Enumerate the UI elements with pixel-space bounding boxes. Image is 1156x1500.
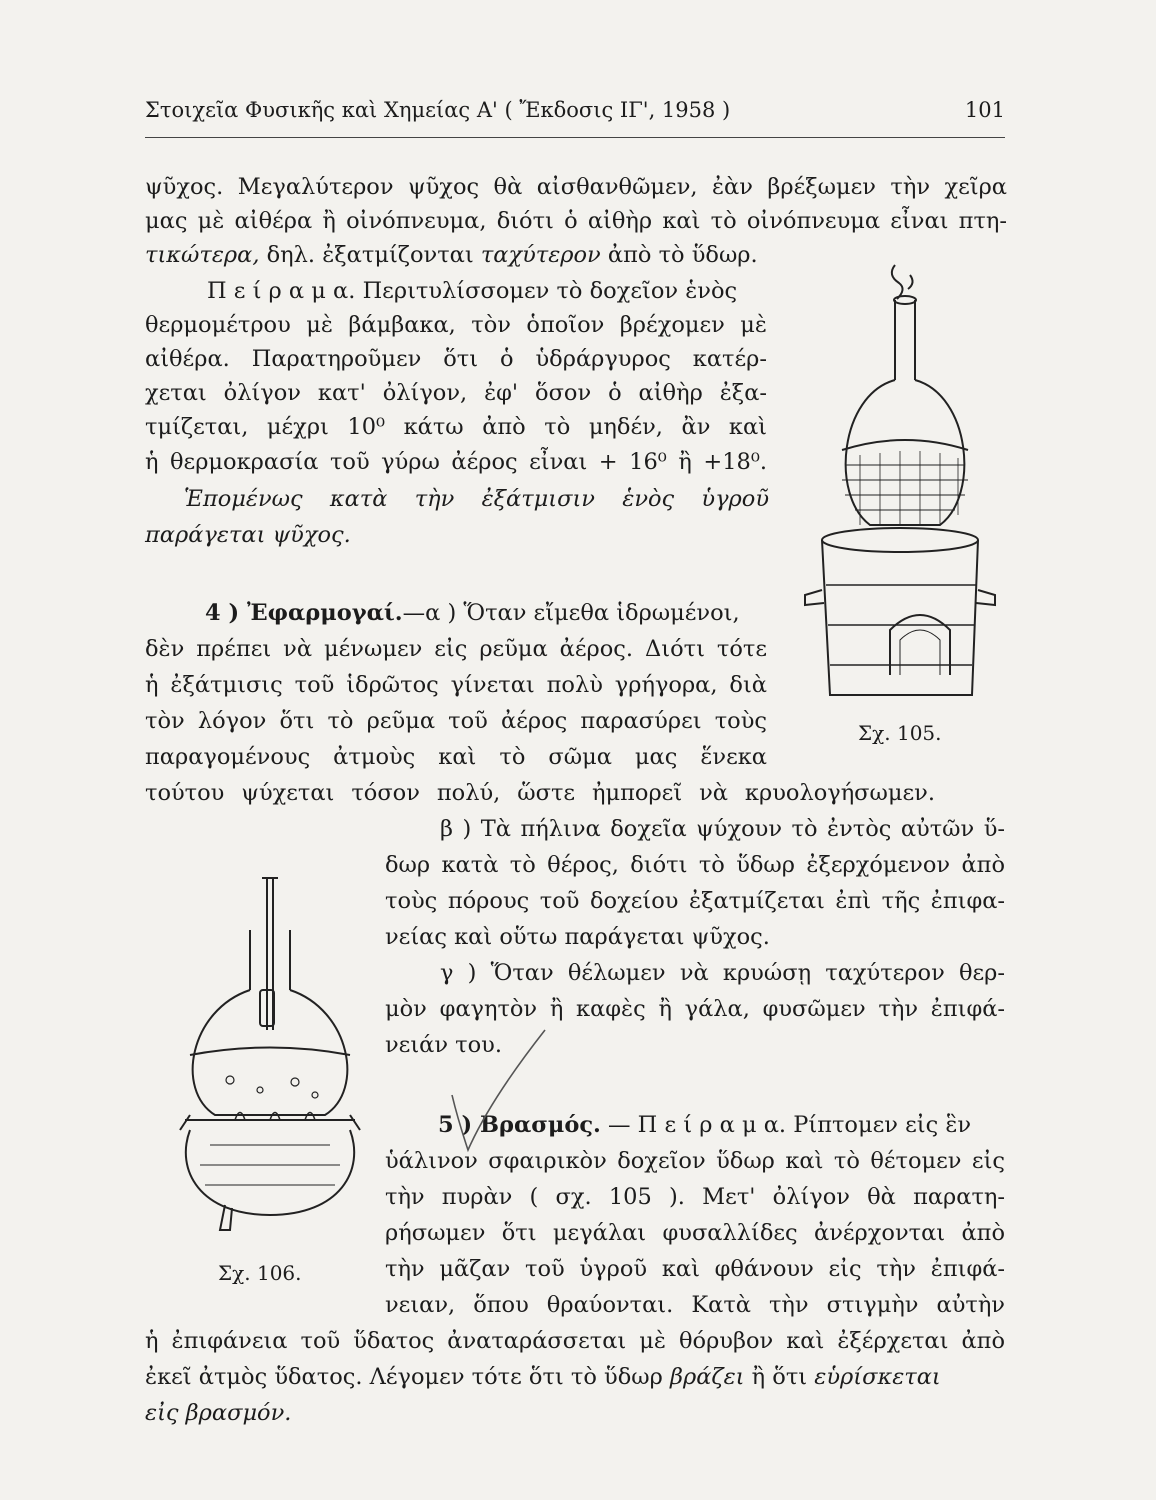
text-line: ὑάλινον σφαιρικὸν δοχεῖον ὕδωρ καὶ τὸ θέτομεν εἰς xyxy=(385,1148,1005,1174)
text-span: ἀπὸ τὸ ὕδωρ. xyxy=(607,242,758,268)
figure-105-caption: Σχ. 105. xyxy=(858,721,942,745)
text-line: νειαν, ὅπου θραύονται. Κατὰ τὴν στιγμὴν αὐτὴν xyxy=(385,1292,1005,1318)
experiment-label: Π ε ί ρ α μ α. xyxy=(207,278,356,304)
text-line: γ ) Ὅταν θέλωμεν νὰ κρυώσῃ ταχύτερον θερ- xyxy=(440,960,1005,986)
text-line: αἰθέρα. Παρατηροῦμεν ὅτι ὁ ὑδράργυρος κατέρ- xyxy=(145,346,767,372)
text-line: χεται ὀλίγον κατ' ὀλίγον, ἐφ' ὅσον ὁ αἰθὴρ ἐξα- xyxy=(145,380,767,406)
text-line: ψῦχος. Μεγαλύτερον ψῦχος θὰ αἰσθανθῶμεν, ἐὰν βρέξωμεν τὴν χεῖρα xyxy=(145,174,1007,200)
figure-106-caption: Σχ. 106. xyxy=(218,1261,302,1285)
text-span: —α ) Ὅταν εἴμεθα ἱδρωμένοι, xyxy=(402,600,740,626)
text-line: εἰς βρασμόν. xyxy=(145,1400,292,1426)
book-title: Στοιχεῖα Φυσικῆς καὶ Χημείας Α' ( Ἔκδοσις ΙΓ', 1958 ) xyxy=(145,98,731,122)
figure-105-flask-on-heater xyxy=(800,255,1010,755)
page-number: 101 xyxy=(964,98,1005,122)
italic-word: τικώτερα, xyxy=(145,242,260,268)
section-heading: 5 ) Βρασμός. xyxy=(438,1112,601,1138)
text-line: τμίζεται, μέχρι 10⁰ κάτω ἀπὸ τὸ μηδέν, ἂν καὶ xyxy=(145,414,767,440)
text-line: τοὺς πόρους τοῦ δοχείου ἐξατμίζεται ἐπὶ τῆς ἐπιφα- xyxy=(385,888,1005,914)
text-span: ἢ ὅτι xyxy=(751,1364,808,1390)
text-line: δὲν πρέπει νὰ μένωμεν εἰς ρεῦμα ἀέρος. Διότι τότε xyxy=(145,636,767,662)
text-span: Περιτυλίσσομεν τὸ δοχεῖον ἑνὸς xyxy=(362,278,738,304)
text-line: μὸν φαγητὸν ἢ καφὲς ἢ γάλα, φυσῶμεν τὴν ἐπιφά- xyxy=(385,996,1005,1022)
text-line: νειάν του. xyxy=(385,1032,503,1058)
text-line: ἡ ἐξάτμισις τοῦ ἱδρῶτος γίνεται πολὺ γρήγορα, διὰ xyxy=(145,672,767,698)
conclusion-line: παράγεται ψῦχος. xyxy=(145,522,351,548)
italic-word: εὑρίσκεται xyxy=(814,1364,941,1390)
italic-word: βράζει xyxy=(669,1364,745,1390)
text-line: τούτου ψύχεται τόσον πολύ, ὥστε ἠμπορεῖ νὰ κρυολογήσωμεν. xyxy=(145,780,935,806)
text-span: — Π ε ί ρ α μ α. Ρίπτομεν εἰς ἓν xyxy=(608,1112,972,1138)
text-line: μας μὲ αἰθέρα ἢ οἰνόπνευμα, διότι ὁ αἰθὴρ καὶ τὸ οἰνόπνευμα εἶναι πτη- xyxy=(145,208,1007,234)
text-line: τὴν πυρὰν ( σχ. 105 ). Μετ' ὀλίγον θὰ παρατη- xyxy=(385,1184,1005,1210)
text-line: τὴν μᾶζαν τοῦ ὑγροῦ καὶ φθάνουν εἰς τὴν ἐπιφά- xyxy=(385,1256,1005,1282)
figure-106-flask-with-thermometer xyxy=(170,870,370,1240)
text-line: ἡ ἐπιφάνεια τοῦ ὕδατος ἀναταράσσεται μὲ θόρυβον καὶ ἐξέρχεται ἀπὸ xyxy=(145,1328,1005,1354)
text-line: θερμομέτρου μὲ βάμβακα, τὸν ὁποῖον βρέχομεν μὲ xyxy=(145,312,767,338)
text-span: δηλ. ἐξατμίζονται xyxy=(266,242,474,268)
text-line: νείας καὶ οὕτω παράγεται ψῦχος. xyxy=(385,924,770,950)
section-heading: 4 ) Ἐφαρμογαί. xyxy=(205,600,403,626)
text-line: ρήσωμεν ὅτι μεγάλαι φυσαλλίδες ἀνέρχονται ἀπὸ xyxy=(385,1220,1005,1246)
text-line: τὸν λόγον ὅτι τὸ ρεῦμα τοῦ ἀέρος παρασύρει τοὺς xyxy=(145,708,767,734)
text-line: δωρ κατὰ τὸ θέρος, διότι τὸ ὕδωρ ἐξερχόμενον ἀπὸ xyxy=(385,852,1005,878)
conclusion-line: Ἑπομένως κατὰ τὴν ἐξάτμισιν ἑνὸς ὑγροῦ xyxy=(184,486,769,512)
text-line: παραγομένους ἀτμοὺς καὶ τὸ σῶμα μας ἕνεκα xyxy=(145,744,767,770)
italic-word: ταχύτερον xyxy=(480,242,601,268)
text-span: ἐκεῖ ἀτμὸς ὕδατος. Λέγομεν τότε ὅτι τὸ ὕδωρ xyxy=(145,1364,663,1390)
text-line: β ) Τὰ πήλινα δοχεῖα ψύχουν τὸ ἐντὸς αὐτῶν ὕ- xyxy=(440,816,1005,842)
text-line: ἡ θερμοκρασία τοῦ γύρω ἀέρος εἶναι + 16⁰ ἢ +18⁰. xyxy=(145,449,767,475)
